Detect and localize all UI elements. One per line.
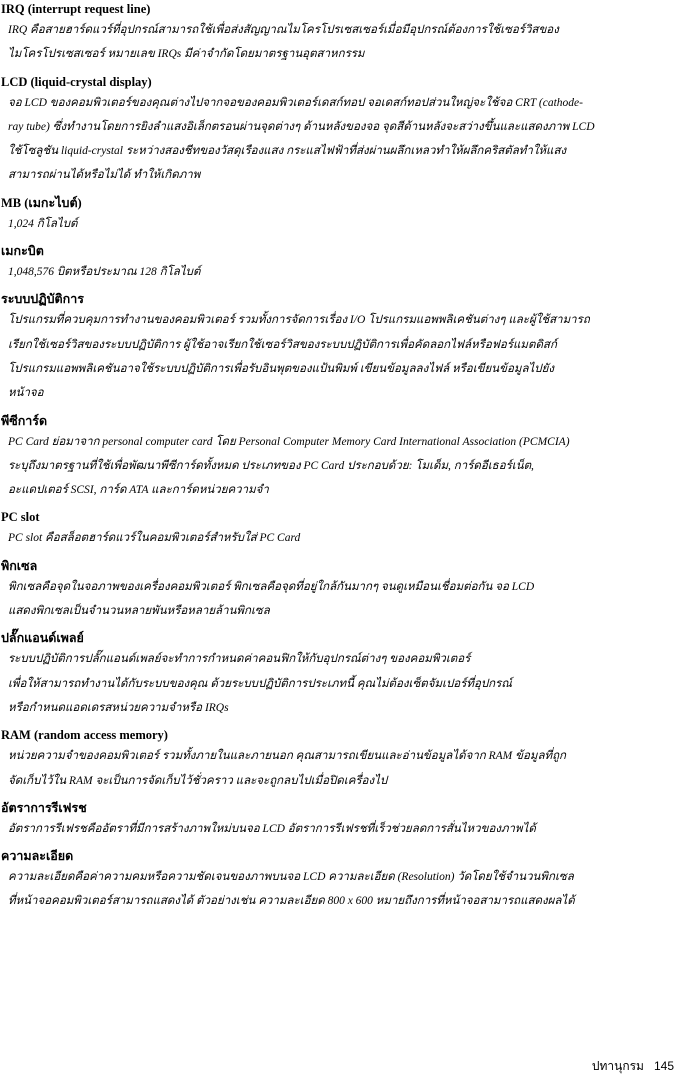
glossary-term: PC slot — [1, 510, 40, 525]
glossary-definition-line: ที่หน้าจอคอมพิวเตอร์สามารถแสดงได้ ตัวอย่างเช่น ความละเอียด 800 x 600 หมายถึงการที่หน้าจอสามารถแสดงผลได้ — [8, 895, 575, 908]
glossary-entry — [0, 557, 680, 624]
glossary-entry — [0, 73, 680, 188]
glossary-definition-line: จอ LCD ของคอมพิวเตอร์ของคุณต่างไปจากจอของคอมพิวเตอร์เดสก์ทอป จอเดสก์ทอปส่วนใหญ่จะใช้จอ CRT (cathode- — [8, 96, 583, 109]
glossary-entry — [0, 242, 680, 284]
glossary-term: ระบบปฏิบัติการ — [1, 292, 84, 307]
glossary-entry — [0, 629, 680, 720]
glossary-term: ปลั๊กแอนด์เพลย์ — [1, 631, 84, 646]
glossary-term: ความละเอียด — [1, 849, 74, 864]
glossary-term: LCD (liquid-crystal display) — [1, 74, 152, 89]
glossary-definition-line: ไมโครโปรเซสเซอร์ หมายเลข IRQs มีค่าจำกัดโดยมาตรฐานอุตสาหกรรม — [8, 48, 365, 61]
glossary-definition-line: ความละเอียดคือค่าความคมหรือความชัดเจนของภาพบนจอ LCD ความละเอียด (Resolution) วัดโดยใช้จำนวนพิกเซล — [8, 871, 574, 884]
glossary-term: พิกเซล — [1, 558, 38, 573]
glossary-term: อัตราการรีเฟรช — [1, 800, 87, 815]
page-footer — [592, 1057, 674, 1076]
glossary-entry — [0, 508, 680, 550]
glossary-definition-line: ray tube) ซึ่งทำงานโดยการยิงลำแสงอิเล็กตรอนผ่านจุดต่างๆ ด้านหลังของจอ จุดสีด้านหลังจะสว่างขึ้นและแสดงภาพ LCD — [8, 120, 595, 133]
footer-section-title: ปทานุกรม — [591, 1059, 644, 1073]
glossary-entry — [0, 799, 680, 841]
glossary-definition-line: ใช้โซลูชัน liquid-crystal ระหว่างสองชีทของวัสดุเรืองแสง กระแสไฟฟ้าที่ส่งผ่านผลึกเหลวทำให้ผลึกคริสตัลทำให้แสง — [8, 145, 567, 158]
glossary-definition-line: แสดงพิกเซลเป็นจำนวนหลายพันหรือหลายล้านพิกเซล — [8, 605, 270, 618]
glossary-definition-line: ระบบปฏิบัติการปลั๊กแอนด์เพลย์จะทำการกำหนดค่าคอนฟิกให้กับอุปกรณ์ต่างๆ ของคอมพิวเตอร์ — [8, 653, 471, 666]
glossary-definition-line: 1,048,576 บิตหรือประมาณ 128 กิโลไบต์ — [8, 266, 201, 279]
glossary-term: เมกะบิต — [1, 244, 44, 259]
glossary-definition-line: อะแดปเตอร์ SCSI, การ์ด ATA และการ์ดหน่วยความจำ — [8, 484, 269, 497]
glossary-definition-line: IRQ คือสายฮาร์ดแวร์ที่อุปกรณ์สามารถใช้เพื่อส่งสัญญาณไมโครโปรเซสเซอร์เมื่อมีอุปกรณ์ต้องการใช้เซอร์วิสของ — [8, 24, 559, 36]
glossary-term: MB (เมกะไบต์) — [1, 195, 82, 210]
glossary-definition-line: สามารถผ่านได้หรือไม่ได้ ทำให้เกิดภาพ — [8, 169, 201, 182]
glossary-entry — [0, 847, 680, 914]
glossary-definition-line: หรือกำหนดแอดเดรสหน่วยความจำหรือ IRQs — [8, 701, 229, 714]
glossary-definition-line: หน้าจอ — [8, 387, 44, 400]
glossary-definition-line: PC Card ย่อมาจาก personal computer card โดย Personal Computer Memory Card International Association (PCMCIA) — [8, 435, 570, 448]
glossary-definition-line: อัตราการรีเฟรชคืออัตราที่มีการสร้างภาพใหม่บนจอ LCD อัตราการรีเฟรชที่เร็วช่วยลดการสั่นไหวของภาพได้ — [8, 822, 536, 835]
glossary-term: พีซีการ์ด — [1, 413, 48, 428]
glossary-definition-line: หน่วยความจำของคอมพิวเตอร์ รวมทั้งภายในและภายนอก คุณสามารถเขียนและอ่านข้อมูลได้จาก RAM ข้อมูลที่ถูก — [8, 750, 567, 763]
glossary-definition-line: เรียกใช้เซอร์วิสของระบบปฏิบัติการ ผู้ใช้อาจเรียกใช้เซอร์วิสของระบบปฏิบัติการเพื่อคัดลอกไฟล์หรือฟอร์แมตดิสก์ — [8, 338, 557, 351]
glossary-definition-line: 1,024 กิโลไบต์ — [8, 217, 78, 230]
glossary-term: RAM (random access memory) — [1, 728, 168, 743]
glossary-entry — [0, 290, 680, 405]
glossary-definition-line: โปรแกรมแอพพลิเคชันอาจใช้ระบบปฏิบัติการเพื่อรับอินพุตของแป้นพิมพ์ เขียนข้อมูลลงไฟล์ หรือเขียนข้อมูลไปยัง — [8, 362, 554, 375]
glossary-term: IRQ (interrupt request line) — [1, 2, 151, 16]
glossary-entry — [0, 194, 680, 236]
glossary-definition-line: ระบุถึงมาตรฐานที่ใช้เพื่อพัฒนาพีซีการ์ดทั้งหมด ประเภทของ PC Card ประกอบด้วย: โมเด็ม, การ์ดอีเธอร์เน็ต, — [8, 459, 534, 472]
glossary-entry — [0, 726, 680, 793]
glossary-definition-line: จัดเก็บไว้ใน RAM จะเป็นการจัดเก็บไว้ชั่วคราว และจะถูกลบไปเมื่อปิดเครื่องไป — [8, 774, 388, 787]
glossary-entry — [0, 412, 680, 503]
glossary-definition-line: โปรแกรมที่ควบคุมการทำงานของคอมพิวเตอร์ รวมทั้งการจัดการเรื่อง I/O โปรแกรมแอพพลิเคชันต่างๆ และผู้ใช้สามารถ — [8, 314, 590, 327]
glossary-entry — [0, 0, 680, 67]
glossary-definition-line: พิกเซลคือจุดในจอภาพของเครื่องคอมพิวเตอร์ พิกเซลคือจุดที่อยู่ใกล้กันมากๆ จนดูเหมือนเชื่อมต่อกัน จอ LCD — [8, 580, 535, 593]
page-number: 145 — [653, 1059, 674, 1073]
glossary-definition-line: PC slot คือสล็อตฮาร์ดแวร์ในคอมพิวเตอร์สำหรับใส่ PC Card — [8, 532, 301, 545]
glossary-definition-line: เพื่อให้สามารถทำงานได้กับระบบของคุณ ด้วยระบบปฏิบัติการประเภทนี้ คุณไม่ต้องเซ็ตจัมเปอร์ที่อุปกรณ์ — [8, 677, 512, 690]
